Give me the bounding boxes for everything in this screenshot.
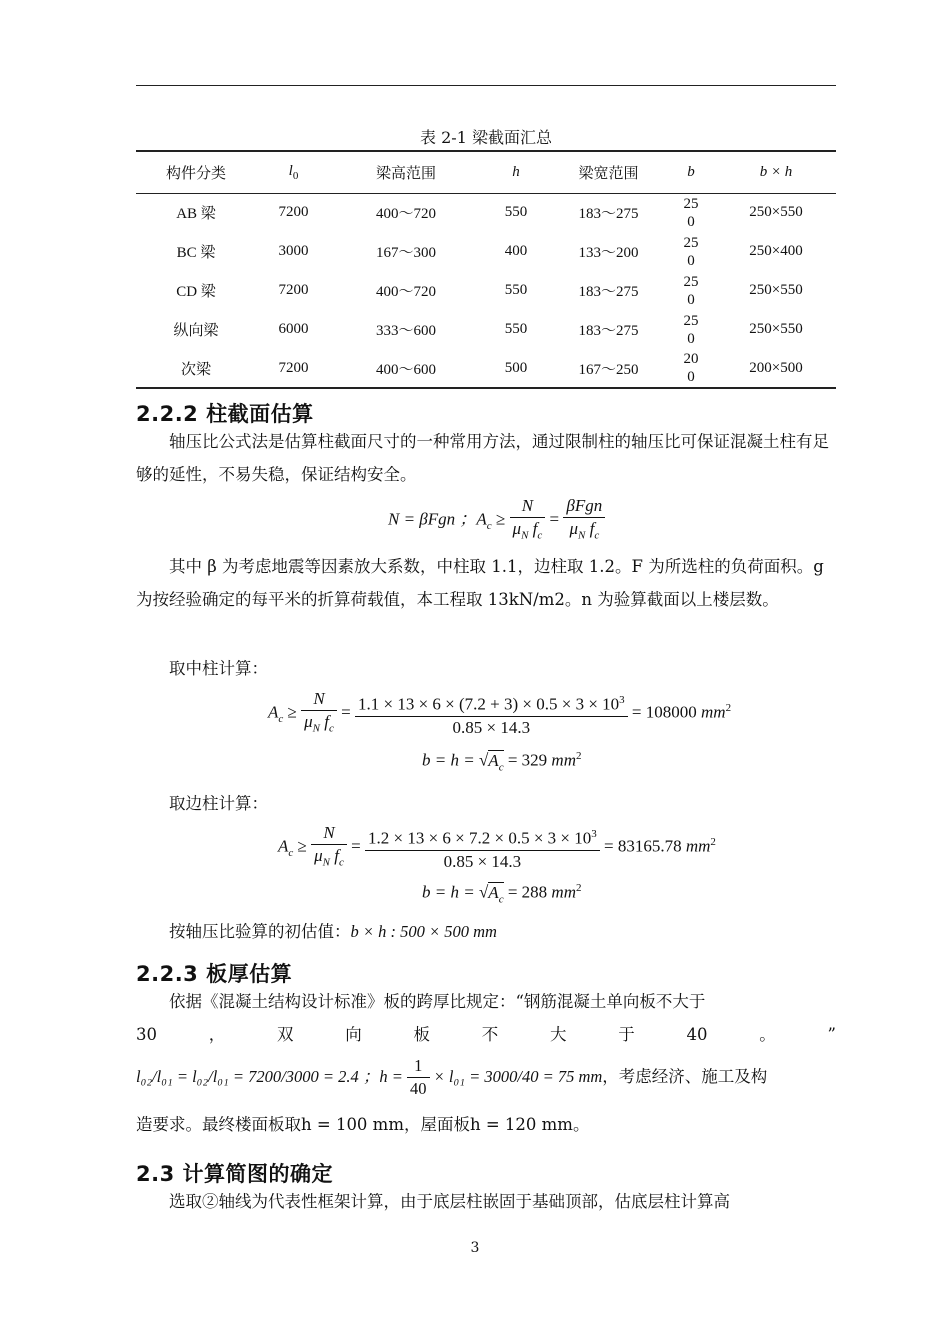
section-heading-2-3: 2.3 计算简图的确定 bbox=[136, 1162, 334, 1186]
cell-height-range: 400～720 bbox=[375, 284, 436, 300]
cell-b: 20 0 bbox=[683, 351, 699, 385]
cell-h: 400 bbox=[504, 243, 528, 259]
cell-bxh: 250×550 bbox=[749, 321, 803, 337]
table-caption: 表 2-1 梁截面汇总 bbox=[420, 128, 552, 147]
paragraph-calc-diagram: 选取②轴线为代表性框架计算，由于底层柱嵌固于基础顶部，估底层柱计算高 bbox=[169, 1192, 730, 1211]
cell-width-range: 133～200 bbox=[578, 245, 639, 261]
beam-section-table bbox=[136, 150, 836, 389]
cell-b: 25 0 bbox=[683, 273, 699, 308]
cell-height-range: 167～300 bbox=[375, 245, 436, 261]
cell-category: BC 梁 bbox=[176, 245, 216, 261]
cell-bxh: 200×500 bbox=[749, 359, 803, 376]
cell-b: 25 0 bbox=[683, 234, 699, 269]
label-edge-column: 取边柱计算： bbox=[169, 794, 268, 813]
formula-edge-column-area: $A_c$ ≥ $\frac{N}{\mu_N f_c}$ = $\frac{1.2 \times 13 \times 6 \times 7.2 \times 0.5 \times 3 \times 10^3}{0.85 \times 14.3}$ = 83165.78 $mm^2$ bbox=[278, 823, 716, 871]
table-row bbox=[136, 271, 836, 310]
cell-category: 纵向梁 bbox=[173, 323, 219, 339]
cell-l0: 7200 bbox=[278, 282, 309, 298]
cell-width-range: 183～275 bbox=[578, 323, 639, 339]
formula-middle-column-size: $b = h = √A_c = 329$ $mm^2$ bbox=[422, 750, 582, 774]
cell-b: 25 0 bbox=[683, 195, 699, 230]
header-bxh: b × h bbox=[759, 163, 793, 180]
paragraph-slab-rule-line2: 30 ， 双 向 板 不 大 于 40 。 ” bbox=[136, 1025, 836, 1044]
cell-l0: 3000 bbox=[278, 243, 309, 259]
paragraph-axial-ratio-intro: 轴压比公式法是估算柱截面尺寸的一种常用方法，通过限制柱的轴压比可保证混凝土柱有足够的延性，不易失稳，保证结构安全。 bbox=[136, 432, 829, 484]
formula-middle-column-area: $A_c$ ≥ $\frac{N}{\mu_N f_c}$ = $\frac{1.1 \times 13 \times 6 \times (7.2 + 3) \times 0.5 \times 3 \times 10^3}{0.85 \times 14.3}$ = 108000 $mm^2$ bbox=[268, 689, 732, 737]
formula-edge-column-size: $b = h = √A_c = 288$ $mm^2$ bbox=[422, 882, 582, 906]
cell-l0: 7200 bbox=[278, 204, 309, 221]
cell-h: 550 bbox=[504, 321, 528, 337]
section-heading-2-2-3: 2.2.3 板厚估算 bbox=[136, 962, 293, 986]
header-h: h bbox=[512, 163, 520, 180]
cell-b: 25 0 bbox=[683, 312, 699, 347]
cell-height-range: 400～600 bbox=[375, 361, 436, 378]
cell-height-range: 333～600 bbox=[375, 323, 436, 339]
header-height-range: 梁高范围 bbox=[375, 165, 436, 182]
table-row bbox=[136, 232, 836, 271]
table-row bbox=[136, 349, 836, 388]
page-number: 3 bbox=[470, 1240, 480, 1256]
cell-l0: 6000 bbox=[278, 321, 309, 337]
cell-h: 500 bbox=[504, 359, 528, 376]
section-heading-2-2-2: 2.2.2 柱截面估算 bbox=[136, 402, 314, 426]
table-row bbox=[136, 193, 836, 232]
table-row bbox=[136, 310, 836, 349]
table-header-row bbox=[136, 151, 836, 193]
paragraph-parameter-definitions: 其中 β 为考虑地震等因素放大系数，中柱取 1.1，边柱取 1.2。F 为所选柱的负荷面积。g 为按经验确定的每平米的折算荷载值，本工程取 13kN/m2。n 为验算截面以上楼层数。 bbox=[136, 557, 824, 609]
paragraph-initial-estimate: 按轴压比验算的初估值：b × h : 500 × 500 mm bbox=[169, 922, 497, 941]
cell-bxh: 250×550 bbox=[749, 282, 803, 298]
cell-width-range: 183～275 bbox=[578, 206, 639, 223]
cell-height-range: 400～720 bbox=[375, 206, 436, 223]
paragraph-slab-rule: 依据《混凝土结构设计标准》板的跨厚比规定：“钢筋混凝土单向板不大于 bbox=[169, 992, 706, 1011]
header-category: 构件分类 bbox=[165, 165, 226, 182]
cell-bxh: 250×550 bbox=[749, 204, 803, 221]
cell-category: CD 梁 bbox=[176, 284, 216, 300]
header-l0: $l_0$ bbox=[288, 162, 299, 182]
cell-l0: 7200 bbox=[278, 359, 309, 376]
paragraph-slab-final: 造要求。最终楼面板取h = 100 mm，屋面板h = 120 mm。 bbox=[136, 1115, 590, 1134]
header-b: b bbox=[687, 163, 695, 180]
formula-axial-ratio: N = βFgn ；$A_c$ ≥ $\frac{N}{\mu_N f_c}$ = $\frac{\text{βFgn}}{\mu_N f_c}$ bbox=[388, 495, 605, 546]
cell-h: 550 bbox=[504, 204, 528, 221]
cell-category: 次梁 bbox=[180, 361, 211, 378]
cell-bxh: 250×400 bbox=[749, 243, 803, 259]
header-width-range: 梁宽范围 bbox=[578, 165, 639, 182]
header-rule bbox=[136, 85, 836, 86]
cell-width-range: 167～250 bbox=[578, 361, 639, 378]
cell-category: AB 梁 bbox=[176, 206, 216, 223]
cell-h: 550 bbox=[504, 282, 528, 298]
paragraph-slab-formula-line: l₀₂/l₀₁ = l₀₂/l₀₁ = 7200/3000 = 2.4 ；h = $\frac{1}{40}$ × l₀₁ = 3000/40 = 75 mm，考虑经济、施工及构 bbox=[136, 1056, 768, 1098]
cell-width-range: 183～275 bbox=[578, 284, 639, 300]
label-middle-column: 取中柱计算： bbox=[169, 659, 268, 678]
